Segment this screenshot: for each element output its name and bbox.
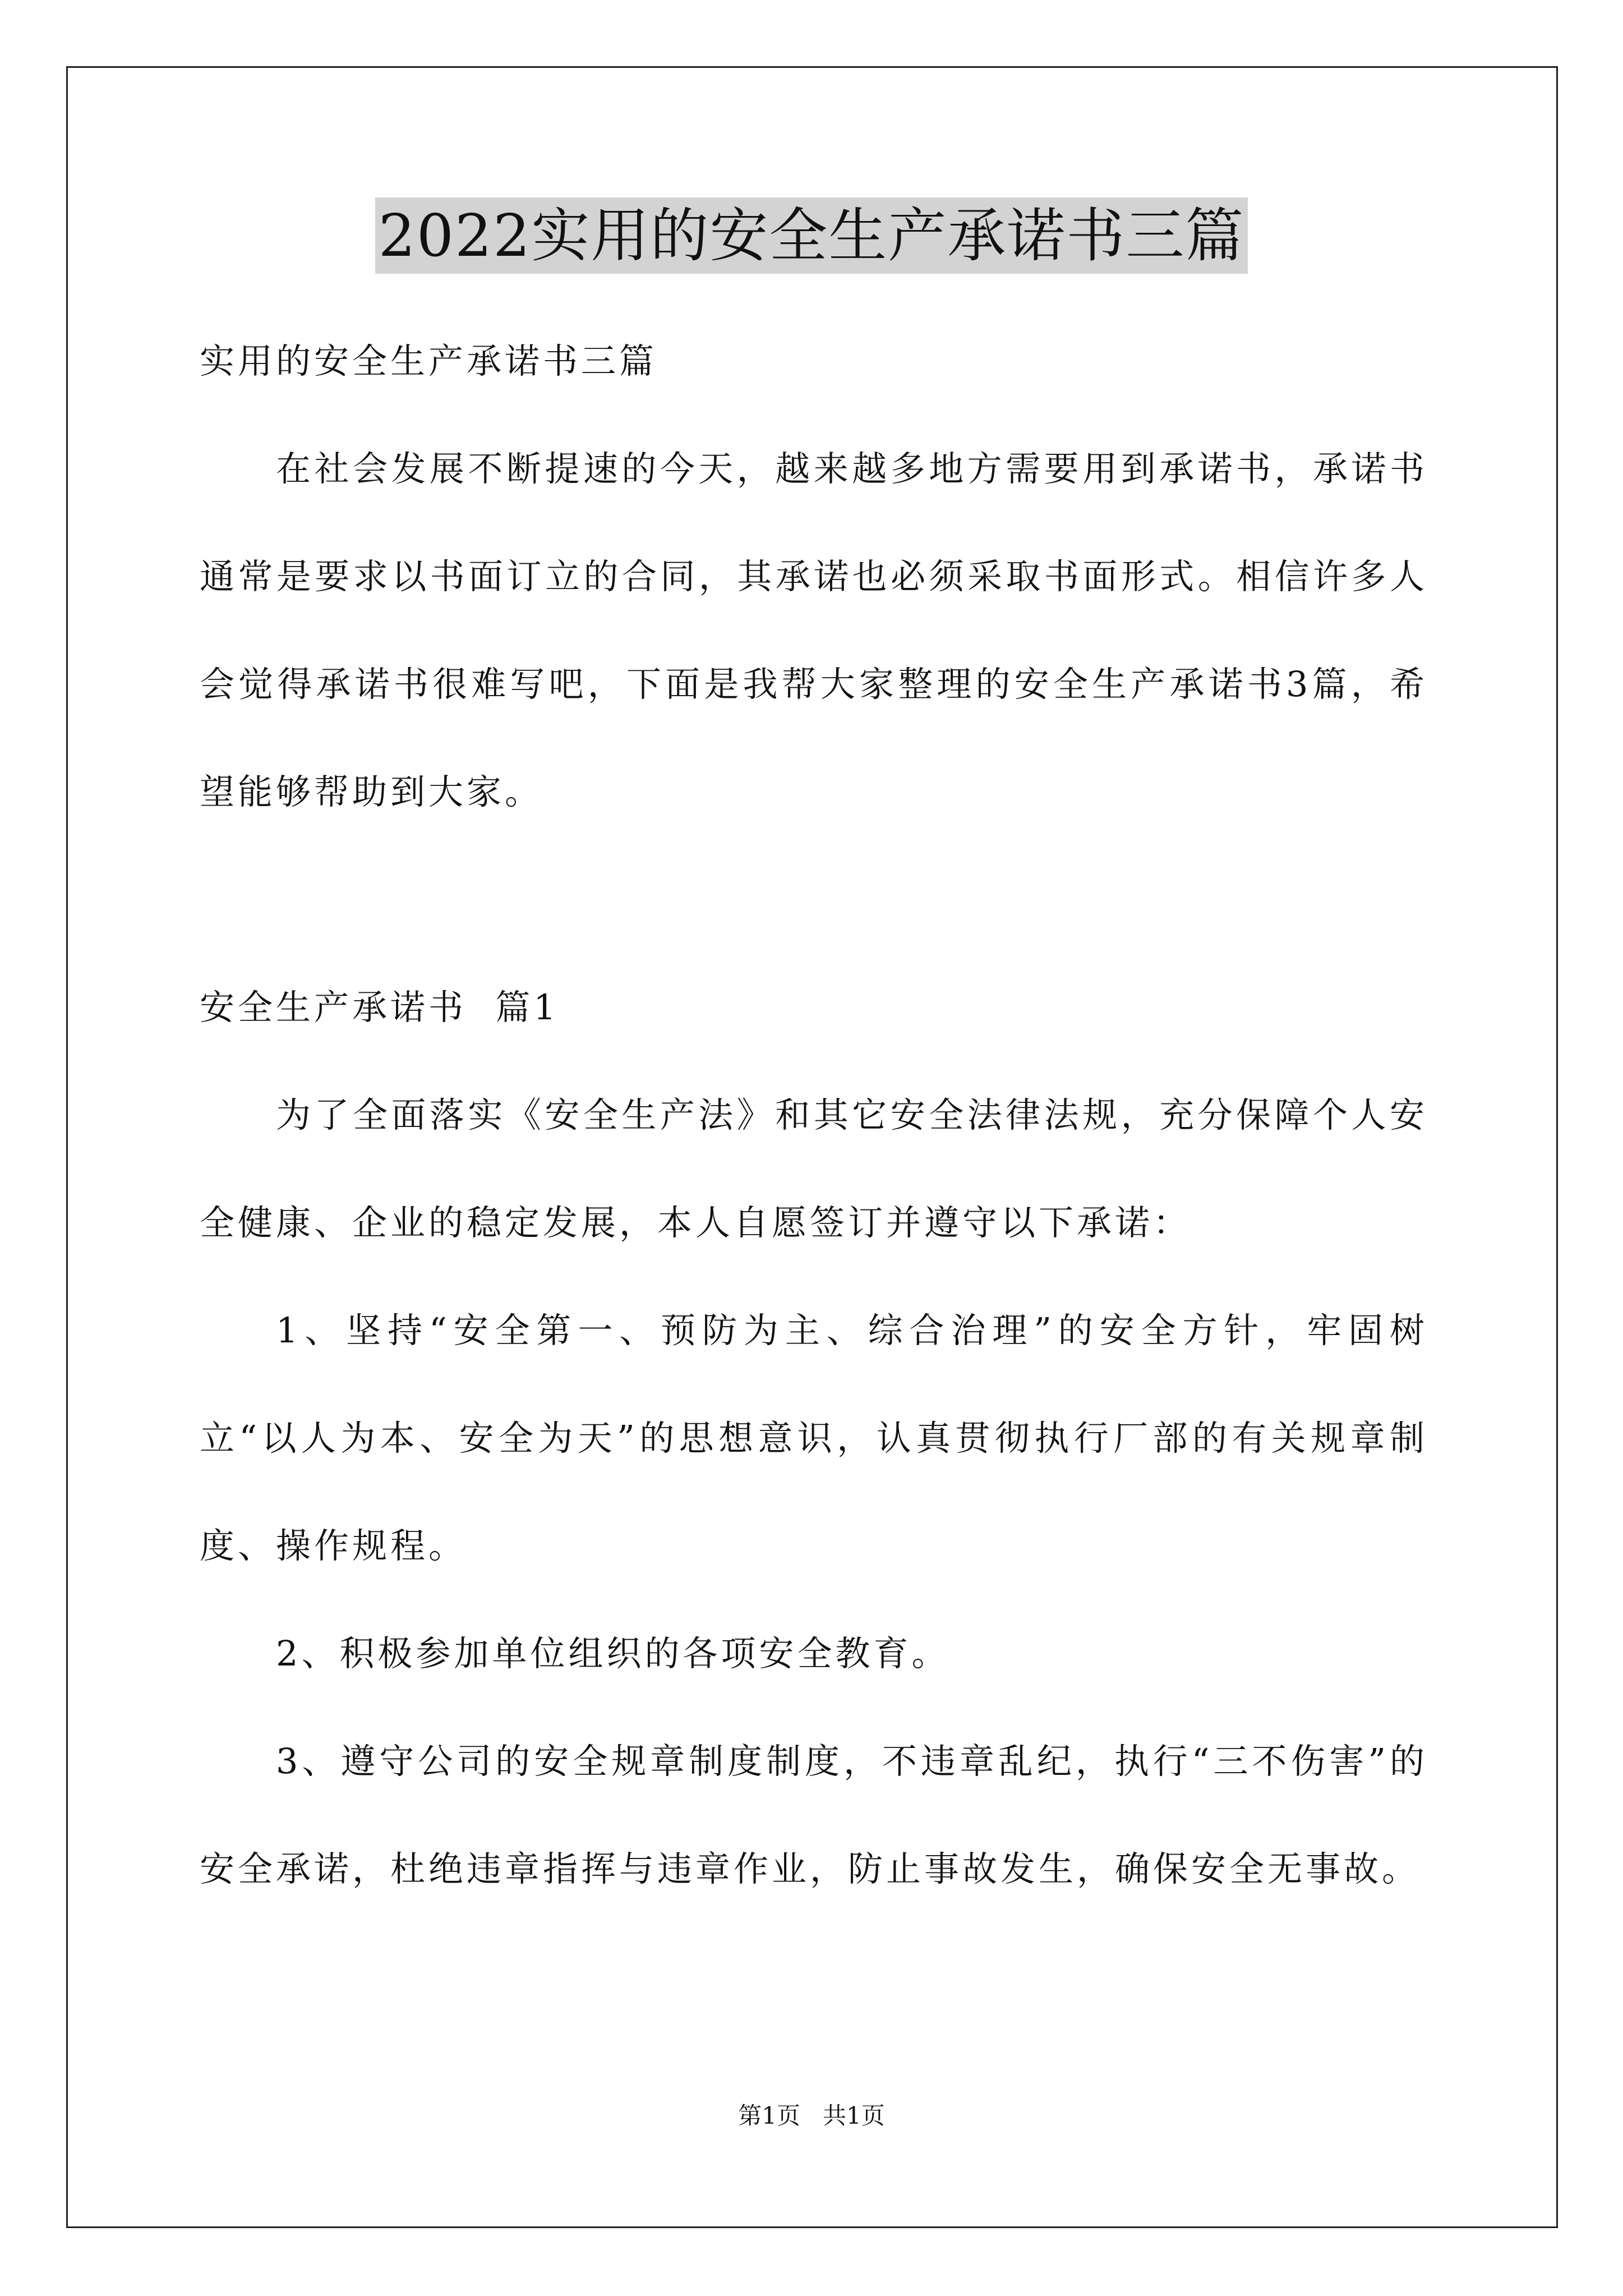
paragraph-1: 为了全面落实《安全生产法》和其它安全法律法规，充分保障个人安全健康、企业的稳定发展，本人自愿签订并遵守以下承诺： [200, 1094, 1428, 1243]
page-footer: 第1页 共1页 [738, 2102, 885, 2129]
document-body [200, 307, 1428, 1923]
spacer [200, 846, 1428, 954]
paragraph-3: 2、积极参加单位组织的各项安全教育。 [276, 1633, 950, 1674]
section-heading: 安全生产承诺书 篇1 [200, 987, 559, 1028]
intro-paragraph: 在社会发展不断提速的今天，越来越多地方需要用到承诺书，承诺书通常是要求以书面订立的合同，其承诺也必须采取书面形式。相信许多人会觉得承诺书很难写吧，下面是我帮大家整理的安全生产承诺书3篇，希望能够帮助到大家。 [200, 448, 1428, 812]
paragraph-4: 3、遵守公司的安全规章制度制度，不违章乱纪，执行“三不伤害”的安全承诺，杜绝违章指挥与违章作业，防止事故发生，确保安全无事故。 [200, 1741, 1428, 1889]
title-container [0, 197, 1623, 274]
subtitle: 实用的安全生产承诺书三篇 [200, 341, 658, 381]
page-title: 2022实用的安全生产承诺书三篇 [375, 197, 1248, 274]
paragraph-2: 1、坚持“安全第一、预防为主、综合治理”的安全方针，牢固树立“以人为本、安全为天”的思想意识，认真贯彻执行厂部的有关规章制度、操作规程。 [200, 1310, 1428, 1566]
